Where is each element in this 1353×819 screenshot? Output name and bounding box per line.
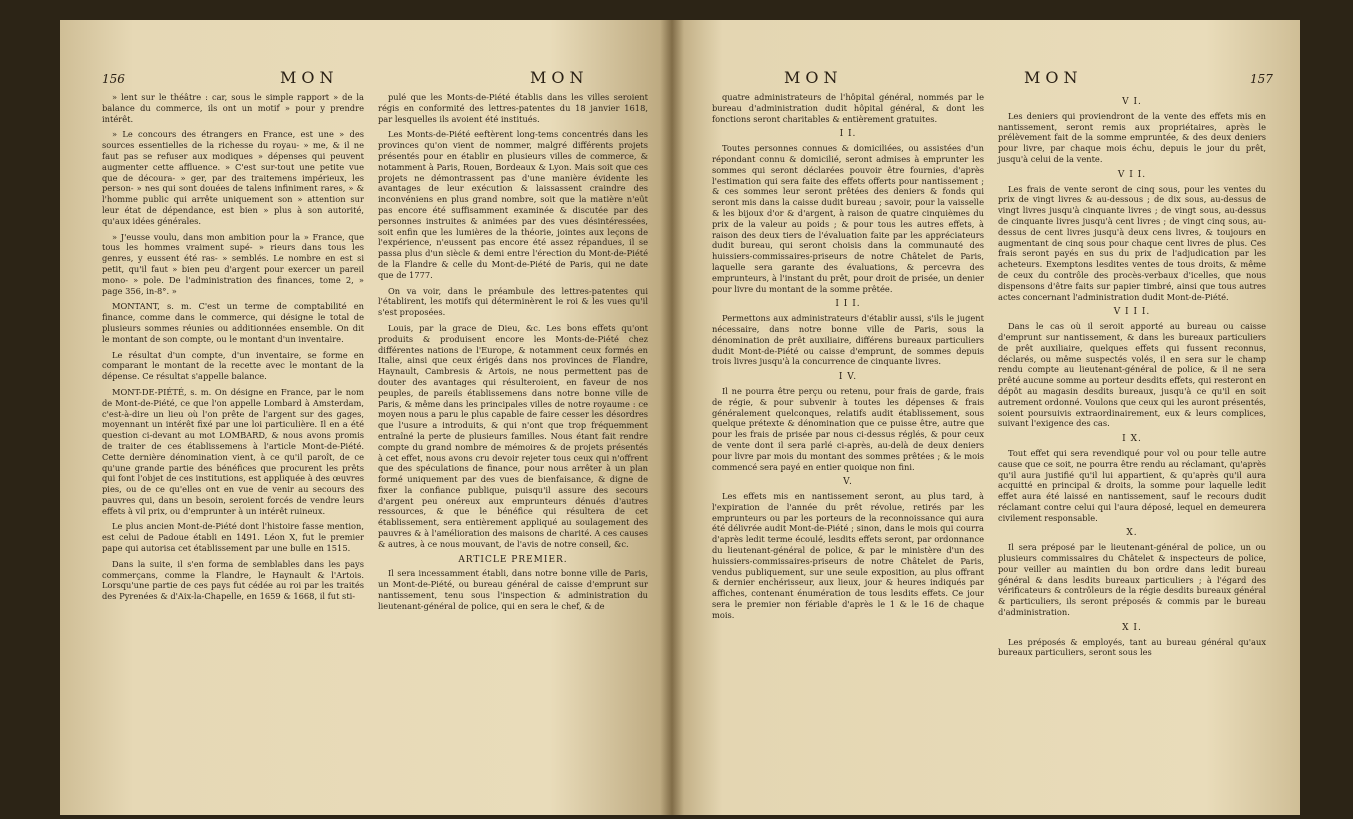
paragraph: X I.: [1122, 622, 1142, 633]
paragraph: Les Monts-de-Piété eeftèrent long-tems concentrés dans les provinces qu'on vient de nommer, malgré différents projets présentés pour en établir en plusieurs villes de commerce, & notamment à Paris, Rouen, Bordeaux & Lyon. Mais soit que ces projets ne démontrassent pas d'une manière évidente les avantages de leur exécution & laissassent craindre des inconvéniens en plus grand nombre, soit que la matière n'eût pas encore été suffisamment examinée & discutée par des personnes instruites & animées par des vues désintéressées, soit enfin que les lumières de la théorie, jointes aux leçons de l'expérience, n'eussent pas encore été assez répandues, il se passa plus d'un siècle & demi entre l'érection du Mont-de-Piété de la Flandre & celle du Mont-de-Piété de Paris, qui ne date que de 1777.: [378, 129, 648, 280]
book-spread: [60, 20, 1300, 815]
paragraph: X.: [1126, 528, 1138, 539]
paragraph: Dans le cas où il seroit apporté au bureau ou caisse d'emprunt sur nantissement, & dans les bureaux particuliers de prêt auxiliaire, quelques effets qui fussent reconnus, déclarés, ou même suspectés volés, il en sera sur le champ rendu compte au lieutenant-général de police, & il ne sera prêté aucune somme au porteur desdits effets, qui resteront en dépôt au magasin desdits bureaux, jusqu'à ce qu'il en soit autrement ordonné. Voulons que ceux qui les auront présentés, soient poursuivis extraordinairement, eux & leurs complices, suivant l'exigence des cas.: [998, 321, 1266, 429]
paragraph: quatre administrateurs de l'hôpital général, nommés par le bureau d'administration dudit hôpital général, & dont les fonctions seront charitables & entièrement gratuites.: [712, 92, 984, 124]
running-head-left-b: MON: [530, 68, 589, 87]
running-head-right-b: MON: [1024, 68, 1083, 87]
book-gutter: [660, 20, 684, 815]
paragraph: V I I I.: [1113, 307, 1151, 318]
paragraph: Permettons aux administrateurs d'établir aussi, s'ils le jugent nécessaire, dans notre bonne ville de Paris, sous la dénomination de prêt auxiliaire, différens bureaux particuliers dudit Mont-de-Piété ou caisse d'emprunt, de sommes depuis trois livres jusqu'à la concurrence de cinquante livres.: [712, 313, 984, 367]
paragraph: Le plus ancien Mont-de-Piété dont l'histoire fasse mention, est celui de Padoue établi en 1491. Léon X, fut le premier pape qui autorisa cet établissement par une bulle en 1515.: [102, 521, 364, 554]
paragraph: I I.: [839, 129, 857, 140]
paragraph: Il sera préposé par le lieutenant-général de police, un ou plusieurs commissaires du Châtelet & inspecteurs de police, pour veiller au maintien du bon ordre dans ledit bureau général & dans lesdits bureaux particuliers ; à l'égard des vérificateurs & contrôleurs de la régie desdits bureaux général & particuliers, ils seront préposés & commis par le bureau d'administration.: [998, 542, 1266, 618]
paragraph: Il sera incessamment établi, dans notre bonne ville de Paris, un Mont-de-Piété, ou bureau général de caisse d'emprunt sur nantissement, tenu sous l'inspection & administration du lieutenant-général de police, qui en sera le chef, & de: [378, 568, 648, 611]
paragraph: » Le concours des étrangers en France, est une » des sources essentielles de la richesse du royau- » me, & il ne faut pas se refuser aux modiques » dépenses qui peuvent augmenter cette affluence. » C'est sur-tout une petite vue que de découra- » ger, par des traitemens impérieux, les person- » nes qui sont douées de talens infiniment rares, » & l'homme public qui arrête uniquement son » attention sur leur état de dépendance, est bien » plus à son autorité, qu'aux idées générales.: [102, 129, 364, 226]
paragraph: V I I.: [1117, 169, 1147, 180]
paragraph: I I I.: [835, 299, 861, 310]
paragraph: Les préposés & employés, tant au bureau général qu'aux bureaux particuliers, seront sous les: [998, 636, 1266, 658]
paragraph: Dans la suite, il s'en forma de semblables dans les pays commerçans, comme la Flandre, le Haynault & l'Artois. Lorsqu'une partie de ces pays fut cédée au roi par les traités des Pyrenées & d'Aix-la-Chapelle, en 1659 & 1668, il fut sti-: [102, 558, 364, 602]
paragraph: ARTICLE PREMIER.: [458, 554, 568, 565]
paragraph: Le résultat d'un compte, d'un inventaire, se forme en comparant le montant de la recette avec le montant de la dépense. Ce résultat s'appelle balance.: [102, 349, 364, 382]
paragraph: » J'eusse voulu, dans mon ambition pour la » France, que tous les hommes vraiment supé- » rieurs dans tous les genres, y eussent été ras- » semblés. Le nombre en est si petit, qu'il faut » bien peu d'argent pour exercer un pareil mono- » pole. De l'administration des finances, tome 2, » page 356, in-8°. »: [102, 231, 364, 296]
paragraph: Il ne pourra être perçu ou retenu, pour frais de garde, frais de régie, & pour subvenir à toutes les dépenses & frais généralement quelconques, relatifs audit établissement, sous quelque prétexte & dénomination que ce puisse être, autre que pour les frais de prisée par nous ci-dessus réglés, & pour ceux de vente dont il sera parlé ci-après, au-delà de deux deniers pour livre par mois du montant des sommes prêtées ; & le mois commencé sera payé en entier quoique non fini.: [712, 385, 984, 472]
paragraph: MONTANT, s. m. C'est un terme de comptabilité en finance, comme dans le commerce, qui désigne le total de plusieurs sommes réunies ou additionnées ensemble. On dit le montant de son compte, ou le montant d'un inventaire.: [102, 301, 364, 344]
paragraph: V.: [843, 477, 853, 488]
left-column-2: [378, 92, 648, 617]
running-head-left-a: MON: [280, 68, 339, 87]
page-number-right: 157: [1250, 72, 1273, 86]
paragraph: pulé que les Monts-de-Piété établis dans les villes seroient régis en conformité des lettres-patentes du 18 janvier 1618, par lesquelles ils avoient été institués.: [378, 92, 648, 124]
right-column-2: [998, 92, 1266, 663]
paragraph: Toutes personnes connues & domiciliées, ou assistées d'un répondant connu & domicilié, seront admises à emprunter les sommes qui seront déclarées pouvoir être fournies, d'après l'estimation qui sera faite des effets offerts pour nantissement ; & ces sommes leur seront prêtées des deniers & fonds qui seront mis dans la caisse dudit bureau ; savoir, pour la vaisselle & les bijoux d'or & d'argent, à raison de quatre cinquièmes du prix de la valeur au poids ; & pour tous les autres effets, à raison des deux tiers de l'évaluation faite par les appréciateurs dudit bureau, qui seront choisis dans la communauté des huissiers-commissaires-priseurs de notre Châtelet de Paris, laquelle sera garante des évaluations, & percevra des emprunteurs, à l'instant du prêt, pour droit de prisée, un denier pour livre du montant de la somme prêtée.: [712, 143, 984, 294]
right-page: [672, 20, 1300, 815]
paragraph: » lent sur le théâtre : car, sous le simple rapport » de la balance du commerce, ils ont un motif » pour y prendre intérêt.: [102, 92, 364, 124]
paragraph: I V.: [838, 372, 858, 383]
running-head-right-a: MON: [784, 68, 843, 87]
paragraph: Louis, par la grace de Dieu, &c. Les bons effets qu'ont produits & produisent encore les Monts-de-Piété chez différentes nations de l'Europe, & notamment ceux formés en Italie, ainsi que ceux érigés dans nos provinces de Flandre, Haynault, Cambresis & Artois, ne nous permettent pas de douter des avantages qui résulteroient, en faveur de nos peuples, de pareils établissemens dans notre bonne ville de Paris, & même dans les principales villes de notre royaume : ce moyen nous a paru le plus capable de faire cesser les désordres que l'usure a introduits, & qui n'ont que trop fréquemment entraîné la perte de plusieurs familles. Nous étant fait rendre compte du grand nombre de mémoires & de projets présentés à cet effet, nous avons cru devoir rejeter tous ceux qui n'offrent que des spéculations de finance, pour nous arrêter à un plan formé uniquement par des vues de bienfaisance, & digne de fixer la confiance publique, puisqu'il assure des secours d'argent peu onéreux aux emprunteurs dénués d'autres ressources, & que le bénéfice qui résultera de cet établissement, sera entièrement appliqué au soulagement des pauvres & à l'amélioration des maisons de charité. A ces causes & autres, à ce nous mouvant, de l'avis de notre conseil, &c.: [378, 322, 648, 549]
paragraph: Les frais de vente seront de cinq sous, pour les ventes du prix de vingt livres & au-dessous ; de dix sous, au-dessus de vingt livres jusqu'à cinquante livres ; de vingt sous, au-dessus de cinquante livres jusqu'à cent livres ; de vingt cinq sous, au-dessus de cent livres jusqu'à deux cens livres, & toujours en augmentant de cinq sous pour chaque cent livres de plus. Ces frais seront payés en sus du prix de l'adjudication par les acheteurs. Exemptons lesdites ventes de tous droits, & même de ceux du contrôle des procès-verbaux d'icelles, que nous dispensons d'être faits sur papier timbré, ainsi que tous autres actes concernant l'administration dudit Mont-de-Piété.: [998, 183, 1266, 302]
paragraph: I X.: [1122, 434, 1142, 445]
paragraph: MONT-DE-PIÉTÉ, s. m. On désigne en France, par le nom de Mont-de-Piété, ce que l'on appelle Lombard à Amsterdam, c'est-à-dire un lieu où l'on prête de l'argent sur des gages, moyennant un intérêt fixé par une loi particulière. Il en a été question ci-devant au mot LOMBARD, & nous avons promis de traiter de ces établissemens à l'article Mont-de-Piété. Cette dernière dénomination vient, à ce qu'il paroît, de ce qu'une grande partie des bénéfices que procurent les prêts qui font l'objet de ces institutions, est appliquée à des œuvres pies, ou de ce qu'elles ont en vue de venir au secours des pauvres qui, dans un besoin, seroient forcés de vendre leurs effets à vil prix, ou d'emprunter à un intérêt ruineux.: [102, 386, 364, 516]
paragraph: Tout effet qui sera revendiqué pour vol ou pour telle autre cause que ce soit, ne pourra être rendu au réclamant, qu'après qu'il aura justifié qu'il lui appartient, & qu'après qu'il aura acquitté en principal & droits, la somme pour laquelle ledit effet aura été laissé en nantissement, sauf le recours dudit réclamant contre celui qui l'aura déposé, lequel en demeurera civilement responsable.: [998, 447, 1266, 523]
right-column-1: [712, 92, 984, 626]
left-page: [60, 20, 672, 815]
paragraph: On va voir, dans le préambule des lettres-patentes qui l'établirent, les motifs qui déterminèrent le roi & les vues qu'il s'est proposées.: [378, 285, 648, 318]
page-number-left: 156: [102, 72, 125, 86]
paragraph: Les effets mis en nantissement seront, au plus tard, à l'expiration de l'année du prêt révolue, retirés par les emprunteurs ou par les porteurs de la reconnoissance qui aura été délivrée audit Mont-de-Piété ; sinon, dans le mois qui courra d'après ledit terme écoulé, lesdits effets seront, par ordonnance du lieutenant-général de police, & par le ministère d'un des huissiers-commissaires-priseurs de notre Châtelet de Paris, vendus publiquement, sur une seule exposition, au plus offrant & dernier enchérisseur, aux lieux, jour & heures indiqués par affiches, contenant énumération de tous lesdits effets. Ce jour sera le premier non fériable d'après le 1 & le 16 de chaque mois.: [712, 491, 984, 620]
paragraph: Les deniers qui proviendront de la vente des effets mis en nantissement, seront remis aux propriétaires, après le prélèvement fait de la somme empruntée, & des deux deniers pour livre, par chaque mois échu, depuis le jour du prêt, jusqu'à celui de la vente.: [998, 110, 1266, 164]
left-column-1: [102, 92, 364, 607]
paragraph: V I.: [1122, 97, 1142, 107]
